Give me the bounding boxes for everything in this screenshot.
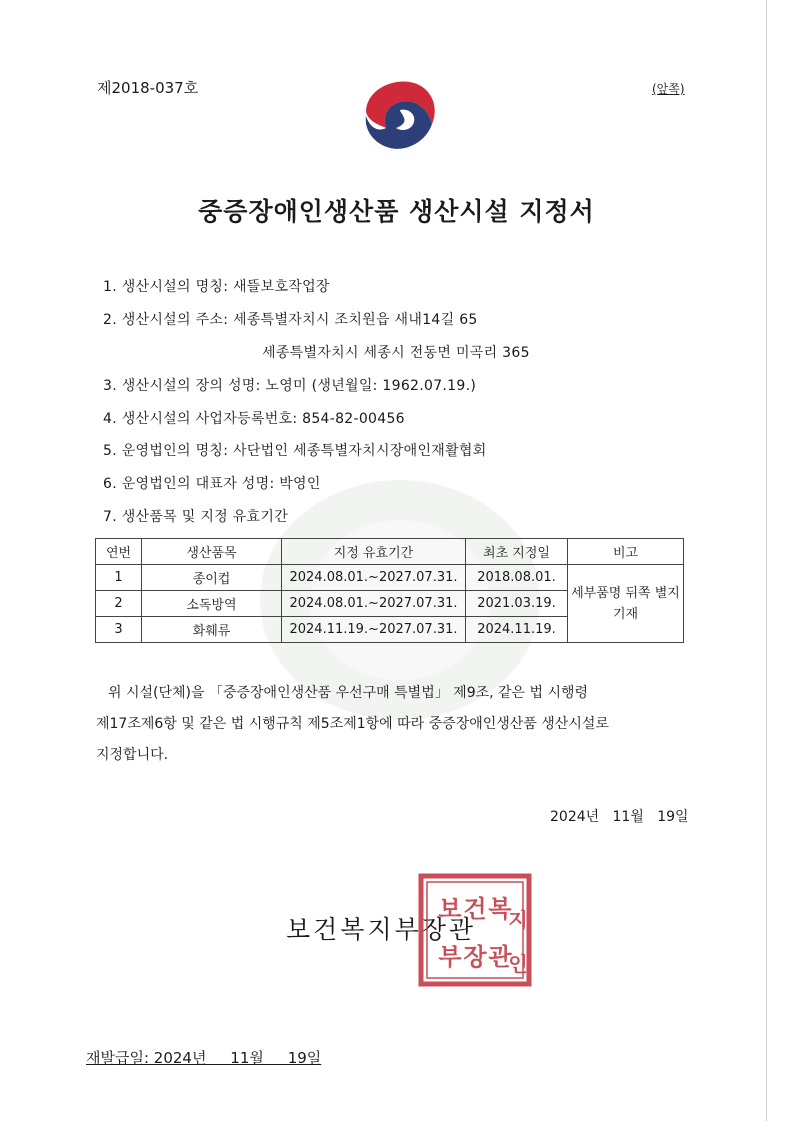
reissue-date: 재발급일: 2024년 11월 19일	[86, 1049, 322, 1067]
scan-edge-line	[766, 0, 767, 1121]
item-corporation-name: 5. 운영법인의 명칭: 사단법인 세종특별자치시장애인재활협회	[103, 443, 487, 459]
svg-text:복: 복	[488, 895, 512, 923]
cell-no: 2	[96, 591, 142, 617]
item-facility-address-2: 세종특별자치시 세종시 전동면 미곡리 365	[262, 345, 530, 361]
cell-first-date: 2024.11.19.	[466, 617, 568, 643]
cell-first-date: 2021.03.19.	[466, 591, 568, 617]
official-seal-stamp	[418, 873, 532, 987]
svg-text:지: 지	[508, 908, 528, 932]
cell-no: 1	[96, 565, 142, 591]
item-business-number: 4. 생산시설의 사업자등록번호: 854-82-00456	[103, 411, 405, 427]
table-header-row	[96, 539, 684, 565]
table-row	[96, 565, 684, 591]
cell-product: 종이컵	[142, 565, 282, 591]
document-title: 중증장애인생산품 생산시설 지정서	[198, 197, 595, 226]
document-number: 제2018-037호	[97, 79, 199, 97]
col-header-note: 비고	[568, 539, 684, 565]
cell-validity: 2024.11.19.~2027.07.31.	[282, 617, 466, 643]
statement-line-2: 제17조제6항 및 같은 법 시행규칙 제5조제1항에 따라 중증장애인생산품 생산시설로	[96, 716, 609, 732]
item-products-validity: 7. 생산품목 및 지정 유효기간	[103, 509, 289, 525]
item-representative-name: 6. 운영법인의 대표자 성명: 박영인	[103, 476, 321, 492]
products-table	[95, 538, 684, 643]
col-header-no: 연번	[96, 539, 142, 565]
cell-product: 소독방역	[142, 591, 282, 617]
col-header-validity: 지정 유효기간	[282, 539, 466, 565]
col-header-product: 생산품목	[142, 539, 282, 565]
cell-product: 화훼류	[142, 617, 282, 643]
designation-statement	[96, 678, 688, 771]
statement-line-1: 위 시설(단체)을 「중증장애인생산품 우선구매 특별법」 제9조, 같은 법 시행령	[108, 685, 589, 701]
item-head-name: 3. 생산시설의 장의 성명: 노영미 (생년월일: 1962.07.19.)	[103, 378, 477, 394]
cell-no: 3	[96, 617, 142, 643]
svg-text:부: 부	[438, 943, 462, 971]
svg-text:인: 인	[508, 952, 528, 976]
item-facility-address: 2. 생산시설의 주소: 세종특별자치시 조치원읍 새내14길 65	[103, 312, 478, 328]
col-header-first-date: 최초 지정일	[466, 539, 568, 565]
page-side-label: (앞쪽)	[652, 82, 685, 96]
issuer-name: 보건복지부장관	[286, 915, 477, 944]
issue-date: 2024년 11월 19일	[550, 809, 689, 825]
item-facility-name: 1. 생산시설의 명칭: 새뜰보호작업장	[103, 279, 330, 295]
cell-first-date: 2018.08.01.	[466, 565, 568, 591]
svg-text:장: 장	[463, 943, 487, 971]
statement-line-3: 지정합니다.	[96, 747, 169, 763]
cell-validity: 2024.08.01.~2027.07.31.	[282, 565, 466, 591]
svg-text:관: 관	[488, 943, 512, 971]
cell-note: 세부품명 뒤쪽 별지 기재	[568, 565, 684, 643]
svg-text:건: 건	[463, 895, 487, 923]
korean-government-taegeuk-icon	[356, 72, 440, 156]
svg-text:보: 보	[438, 895, 462, 923]
cell-validity: 2024.08.01.~2027.07.31.	[282, 591, 466, 617]
